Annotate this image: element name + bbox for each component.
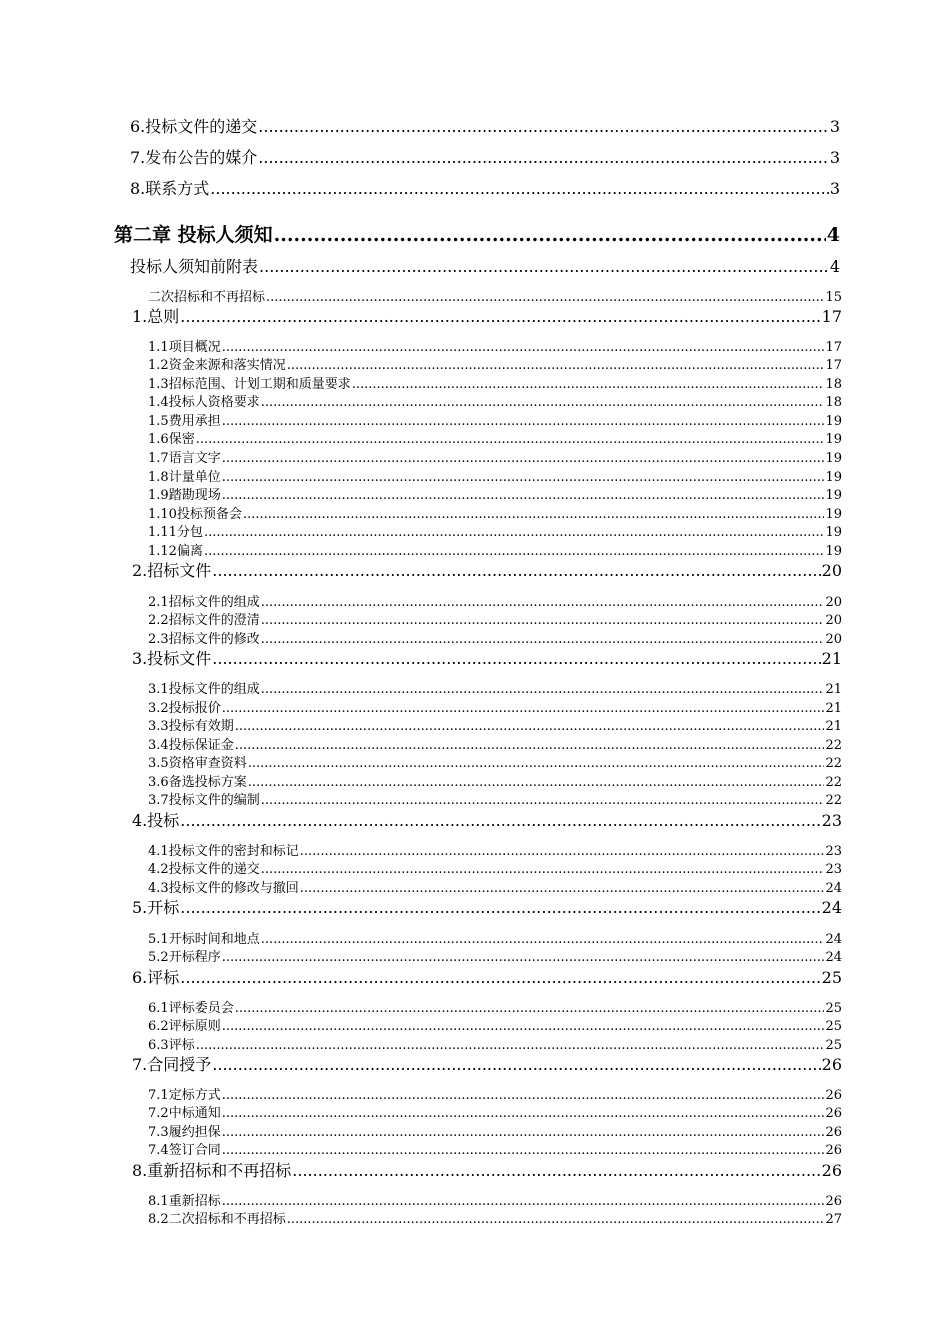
leader-dots: [266, 290, 824, 305]
toc-subsection[interactable]: [148, 354, 842, 373]
leader-dots: [222, 414, 825, 429]
toc-section[interactable]: [132, 895, 842, 918]
leader-dots: [235, 719, 825, 734]
toc-subsection[interactable]: [148, 484, 842, 503]
section-number: 4.: [132, 811, 148, 830]
toc-entry[interactable]: [130, 176, 840, 199]
subsection-page: 25: [825, 1001, 842, 1016]
section-page: 24: [821, 898, 842, 917]
subsection-title: 语言文字: [168, 451, 221, 466]
leader-dots: [300, 881, 825, 896]
leader-dots: [258, 148, 829, 167]
subsection-title: 招标文件的组成: [168, 595, 260, 610]
leader-dots: [235, 1001, 825, 1016]
subsection-page: 18: [825, 395, 842, 410]
subsection-page: 24: [825, 881, 842, 896]
toc-subsection[interactable]: [148, 410, 842, 429]
subsection-number: 1.1: [148, 340, 169, 355]
subsection-page: 19: [825, 507, 842, 522]
leader-dots: [222, 1194, 825, 1209]
toc-chapter-heading[interactable]: [114, 220, 840, 247]
subsection-title: 资金来源和落实情况: [168, 358, 286, 373]
leader-dots: [300, 844, 825, 859]
leader-dots: [287, 1212, 825, 1227]
leader-dots: [222, 1019, 825, 1034]
toc-subsection[interactable]: [148, 628, 842, 647]
subsection-title: 开标时间和地点: [168, 932, 260, 947]
subsection-title: 评标: [168, 1038, 195, 1053]
subsection-page: 20: [825, 595, 842, 610]
subsection-page: 26: [825, 1143, 842, 1158]
leader-dots: [248, 756, 825, 771]
toc-section[interactable]: [132, 808, 842, 831]
subsection-number: 1.7: [148, 451, 169, 466]
toc-subsection[interactable]: [148, 540, 842, 559]
subsection-page: 17: [825, 358, 842, 373]
leader-dots: [292, 1161, 820, 1180]
leader-dots: [222, 340, 825, 355]
toc-subsection[interactable]: [148, 521, 842, 540]
leader-dots: [212, 561, 820, 580]
subsection-number: 1.9: [148, 488, 169, 503]
toc-section[interactable]: [132, 1052, 842, 1075]
subsection-title: 备选投标方案: [168, 775, 247, 790]
section-title: 合同授予: [147, 1055, 212, 1074]
subsection-number: 4.1: [148, 844, 169, 859]
toc-subsection[interactable]: [148, 1208, 842, 1227]
leader-dots: [274, 224, 826, 246]
subsection-title: 投标人资格要求: [168, 395, 260, 410]
subsection-title: 投标文件的递交: [168, 862, 260, 877]
subsection-number: 1.12: [148, 544, 177, 559]
subsection-number: 1.3: [148, 377, 169, 392]
subsection-title: 签订合同: [168, 1143, 221, 1158]
leader-dots: [222, 1143, 825, 1158]
subsection-page: 19: [825, 432, 842, 447]
subsection-page: 21: [825, 682, 842, 697]
subsection-page: 24: [825, 932, 842, 947]
section-page: 21: [821, 649, 842, 668]
subsection-title: 开标程序: [168, 950, 221, 965]
leader-dots: [180, 307, 820, 326]
subsection-title: 投标有效期: [168, 719, 234, 734]
subsection-title: 评标委员会: [168, 1001, 234, 1016]
leader-dots: [222, 470, 825, 485]
chapter-page: 4: [826, 224, 840, 246]
subsection-number: 7.1: [148, 1088, 169, 1103]
toc-entry[interactable]: [130, 145, 840, 168]
leader-dots: [222, 1088, 825, 1103]
subsection-number: 1.6: [148, 432, 169, 447]
subsection-number: 3.7: [148, 793, 169, 808]
subsection-page: 17: [825, 340, 842, 355]
subsection-title: 保密: [168, 432, 195, 447]
subsection-number: 2.1: [148, 595, 169, 610]
leader-dots: [180, 968, 820, 987]
subsection-page: 19: [825, 488, 842, 503]
subsection-number: 7.3: [148, 1125, 169, 1140]
toc-subsection[interactable]: [148, 591, 842, 610]
subsection-number: 2.2: [148, 613, 169, 628]
subsection-number: 3.6: [148, 775, 169, 790]
toc-subsection[interactable]: [148, 946, 842, 965]
toc-section[interactable]: [132, 558, 842, 581]
subsection-title: 计量单位: [168, 470, 221, 485]
leader-dots: [261, 395, 825, 410]
leader-dots: [352, 377, 825, 392]
leader-dots: [261, 793, 825, 808]
toc-section[interactable]: [132, 965, 842, 988]
subsection-page: 22: [825, 738, 842, 753]
subsection-number: 8.1: [148, 1194, 169, 1209]
leader-dots: [204, 525, 824, 540]
subsection-title: 投标文件的编制: [168, 793, 260, 808]
leader-dots: [248, 775, 825, 790]
leader-dots: [261, 862, 825, 877]
subsection-page: 26: [825, 1194, 842, 1209]
subsection-number: 3.4: [148, 738, 169, 753]
toc-subsection[interactable]: [148, 928, 842, 947]
subsection-page: 21: [825, 719, 842, 734]
toc-subsection[interactable]: [148, 1139, 842, 1158]
toc-entry-page: 3: [829, 179, 840, 198]
subsection-number: 3.1: [148, 682, 169, 697]
toc-subsection[interactable]: [148, 771, 842, 790]
subsection-title: 重新招标: [168, 1194, 221, 1209]
subsection-title: 投标文件的组成: [168, 682, 260, 697]
subsection-title: 招标文件的澄清: [168, 613, 260, 628]
subsection-number: 1.10: [148, 507, 177, 522]
subsection-page: 19: [825, 470, 842, 485]
leader-dots: [210, 179, 829, 198]
section-number: 5.: [132, 898, 148, 917]
section-page: 17: [821, 307, 842, 326]
subsection-page: 19: [825, 414, 842, 429]
toc-appendix[interactable]: [130, 254, 840, 277]
section-page: 20: [821, 561, 842, 580]
subsection-page: 26: [825, 1106, 842, 1121]
leader-dots: [222, 701, 825, 716]
leader-dots: [235, 738, 825, 753]
toc-subsection[interactable]: [148, 609, 842, 628]
toc-section[interactable]: [132, 646, 842, 669]
leader-dots: [243, 507, 824, 522]
sub-appendix-title: 二次招标和不再招标: [148, 290, 266, 305]
subsection-page: 22: [825, 793, 842, 808]
subsection-number: 1.5: [148, 414, 169, 429]
subsection-number: 3.5: [148, 756, 169, 771]
section-title: 投标文件: [147, 649, 212, 668]
toc-subsection[interactable]: [148, 391, 842, 410]
toc-entry-title: 7.发布公告的媒介: [130, 148, 258, 167]
leader-dots: [180, 898, 820, 917]
toc-entry-page: 3: [829, 148, 840, 167]
toc-subsection[interactable]: [148, 697, 842, 716]
toc-entry[interactable]: [130, 114, 840, 137]
subsection-number: 6.2: [148, 1019, 169, 1034]
leader-dots: [261, 595, 825, 610]
toc-subsection[interactable]: [148, 1034, 842, 1053]
toc-subsection[interactable]: [148, 1102, 842, 1121]
subsection-title: 偏离: [176, 544, 203, 559]
section-number: 3.: [132, 649, 148, 668]
subsection-title: 投标文件的修改与撤回: [168, 881, 299, 896]
subsection-number: 2.3: [148, 632, 169, 647]
leader-dots: [261, 932, 825, 947]
leader-dots: [212, 649, 820, 668]
subsection-number: 1.2: [148, 358, 169, 373]
subsection-title: 分包: [176, 525, 203, 540]
section-page: 26: [821, 1055, 842, 1074]
subsection-page: 19: [825, 544, 842, 559]
toc-subsection[interactable]: [148, 503, 842, 522]
toc-subsection[interactable]: [148, 1015, 842, 1034]
appendix-page: 4: [829, 257, 840, 276]
leader-dots: [222, 1106, 825, 1121]
subsection-number: 5.2: [148, 950, 169, 965]
subsection-title: 二次招标和不再招标: [168, 1212, 286, 1227]
subsection-title: 投标保证金: [168, 738, 234, 753]
subsection-number: 4.2: [148, 862, 169, 877]
leader-dots: [222, 488, 825, 503]
section-title: 开标: [147, 898, 180, 917]
toc-subsection[interactable]: [148, 466, 842, 485]
toc-subsection[interactable]: [148, 1084, 842, 1103]
subsection-page: 23: [825, 844, 842, 859]
subsection-page: 26: [825, 1125, 842, 1140]
subsection-page: 20: [825, 613, 842, 628]
subsection-page: 23: [825, 862, 842, 877]
toc-subsection[interactable]: [148, 678, 842, 697]
leader-dots: [212, 1055, 820, 1074]
subsection-page: 21: [825, 701, 842, 716]
subsection-title: 投标预备会: [176, 507, 242, 522]
leader-dots: [261, 682, 825, 697]
section-title: 重新招标和不再招标: [147, 1161, 292, 1180]
subsection-number: 4.3: [148, 881, 169, 896]
leader-dots: [222, 1125, 825, 1140]
leader-dots: [287, 358, 825, 373]
subsection-title: 踏勘现场: [168, 488, 221, 503]
section-title: 招标文件: [147, 561, 212, 580]
subsection-number: 5.1: [148, 932, 169, 947]
subsection-title: 投标报价: [168, 701, 221, 716]
section-number: 2.: [132, 561, 148, 580]
subsection-number: 6.1: [148, 1001, 169, 1016]
subsection-title: 费用承担: [168, 414, 221, 429]
subsection-number: 1.11: [148, 525, 177, 540]
subsection-number: 1.4: [148, 395, 169, 410]
toc-subsection[interactable]: [148, 373, 842, 392]
chapter-title: 第二章 投标人须知: [114, 224, 273, 246]
subsection-title: 招标范围、计划工期和质量要求: [168, 377, 351, 392]
leader-dots: [196, 1038, 825, 1053]
subsection-page: 26: [825, 1088, 842, 1103]
subsection-title: 招标文件的修改: [168, 632, 260, 647]
toc-section[interactable]: [132, 304, 842, 327]
toc-sub-appendix[interactable]: [148, 286, 842, 305]
leader-dots: [258, 117, 829, 136]
subsection-page: 20: [825, 632, 842, 647]
subsection-number: 3.3: [148, 719, 169, 734]
leader-dots: [204, 544, 824, 559]
toc-subsection[interactable]: [148, 447, 842, 466]
toc-subsection[interactable]: [148, 1190, 842, 1209]
subsection-number: 7.4: [148, 1143, 169, 1158]
subsection-title: 评标原则: [168, 1019, 221, 1034]
subsection-page: 18: [825, 377, 842, 392]
toc-subsection[interactable]: [148, 789, 842, 808]
section-number: 6.: [132, 968, 148, 987]
subsection-page: 27: [825, 1212, 842, 1227]
section-number: 1.: [132, 307, 148, 326]
toc-subsection[interactable]: [148, 734, 842, 753]
subsection-title: 项目概况: [168, 340, 221, 355]
toc-entry-page: 3: [829, 117, 840, 136]
leader-dots: [261, 632, 825, 647]
subsection-title: 履约担保: [168, 1125, 221, 1140]
subsection-title: 资格审查资料: [168, 756, 247, 771]
subsection-title: 投标文件的密封和标记: [168, 844, 299, 859]
subsection-page: 22: [825, 775, 842, 790]
subsection-page: 22: [825, 756, 842, 771]
section-number: 8.: [132, 1161, 148, 1180]
subsection-number: 8.2: [148, 1212, 169, 1227]
section-page: 23: [821, 811, 842, 830]
toc-subsection[interactable]: [148, 877, 842, 896]
leader-dots: [222, 950, 825, 965]
subsection-page: 25: [825, 1038, 842, 1053]
toc-subsection[interactable]: [148, 997, 842, 1016]
toc-entry-title: 6.投标文件的递交: [130, 117, 258, 136]
toc-entry-title: 8.联系方式: [130, 179, 210, 198]
subsection-page: 19: [825, 451, 842, 466]
toc-subsection[interactable]: [148, 752, 842, 771]
toc-section[interactable]: [132, 1158, 842, 1181]
section-page: 26: [821, 1161, 842, 1180]
leader-dots: [222, 451, 825, 466]
subsection-page: 24: [825, 950, 842, 965]
leader-dots: [196, 432, 825, 447]
subsection-title: 定标方式: [168, 1088, 221, 1103]
toc-subsection[interactable]: [148, 336, 842, 355]
sub-appendix-page: 15: [825, 290, 842, 305]
leader-dots: [180, 811, 820, 830]
subsection-number: 6.3: [148, 1038, 169, 1053]
toc-subsection[interactable]: [148, 858, 842, 877]
toc-subsection[interactable]: [148, 428, 842, 447]
section-title: 总则: [147, 307, 180, 326]
toc-subsection[interactable]: [148, 1121, 842, 1140]
leader-dots: [261, 613, 825, 628]
subsection-number: 1.8: [148, 470, 169, 485]
subsection-number: 7.2: [148, 1106, 169, 1121]
subsection-page: 19: [825, 525, 842, 540]
section-number: 7.: [132, 1055, 148, 1074]
subsection-page: 25: [825, 1019, 842, 1034]
appendix-title: 投标人须知前附表: [130, 257, 259, 276]
section-title: 投标: [147, 811, 180, 830]
toc-subsection[interactable]: [148, 840, 842, 859]
leader-dots: [259, 257, 829, 276]
section-page: 25: [821, 968, 842, 987]
toc-subsection[interactable]: [148, 715, 842, 734]
subsection-title: 中标通知: [168, 1106, 221, 1121]
subsection-number: 3.2: [148, 701, 169, 716]
section-title: 评标: [147, 968, 180, 987]
